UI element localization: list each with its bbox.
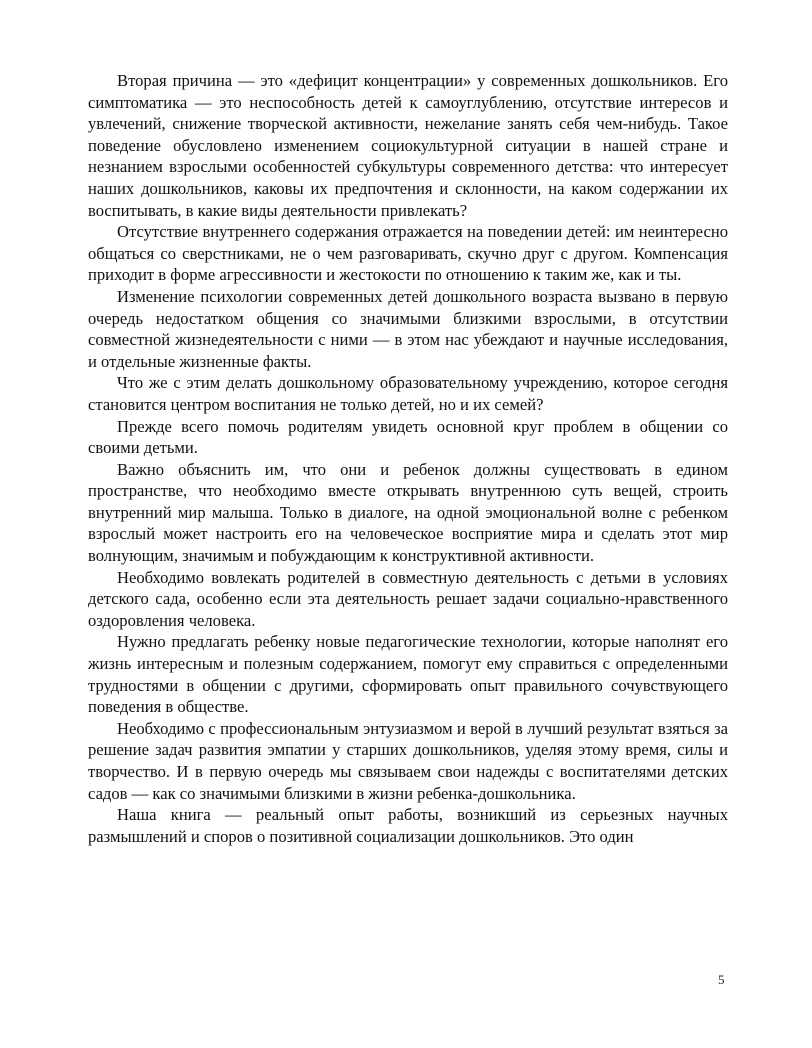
paragraph: Отсутствие внутреннего содержания отражается на поведении детей: им неинтересно общаться со сверстниками, не о чем разговаривать, скучно друг с другом. Компенсация приходит в форме агрессивности и жестокости по отношению к таким же, как и ты. bbox=[88, 222, 728, 285]
paragraph: Важно объяснить им, что они и ребенок должны существовать в едином пространстве, что необходимо вместе открывать внутреннюю суть вещей, строить внутренний мир малыша. Только в диалоге, на одной эмоциональной волне с ребенком взрослый может настроить его на человеческое восприятие мира и сделать этот мир волнующим, значимым и побуждающим к конструктивной активности. bbox=[88, 459, 728, 566]
paragraph: Изменение психологии современных детей дошкольного возраста вызвано в первую очередь недостатком общения со значимыми близкими взрослыми, в отсутствии совместной жизнедеятельности с ними — в этом нас убеждают и научные исследования, и отдельные жизненные факты. bbox=[88, 286, 728, 371]
body-text bbox=[88, 70, 728, 847]
paragraph: Необходимо вовлекать родителей в совместную деятельность с детьми в условиях детского сада, особенно если эта деятельность решает задачи социально-нравственного оздоровления человека. bbox=[88, 567, 728, 630]
paragraph: Прежде всего помочь родителям увидеть основной круг проблем в общении со своими детьми. bbox=[88, 416, 728, 458]
paragraph: Необходимо с профессиональным энтузиазмом и верой в лучший результат взяться за решение задач развития эмпатии у старших дошкольников, уделяя этому время, силы и творчество. И в первую очередь мы связываем свои надежды с воспитателями детских садов — как со значимыми близкими в жизни ребенка-дошкольника. bbox=[88, 718, 728, 803]
paragraph: Что же с этим делать дошкольному образовательному учреждению, которое сегодня становится центром воспитания не только детей, но и их семей? bbox=[88, 373, 728, 414]
paragraph: Наша книга — реальный опыт работы, возникший из серьезных научных размышлений и споров о позитивной социализации дошкольников. Это один bbox=[88, 805, 728, 846]
paragraph: Нужно предлагать ребенку новые педагогические технологии, которые наполнят его жизнь интересным и полезным содержанием, помогут ему справиться с определенными трудностями в общении с другими, сформировать опыт правильного сочувствующего поведения в обществе. bbox=[88, 632, 728, 717]
paragraph: Вторая причина — это «дефицит концентрации» у современных дошкольников. Его симптоматика — это неспособность детей к самоуглублению, отсутствие интересов и увлечений, снижение творческой активности, нежелание занять себя чем-нибудь. Такое поведение обусловлено изменением социокультурной ситуации в нашей стране и незнанием взрослыми особенностей субкультуры современного детства: что интересует наших дошкольников, каковы их предпочтения и склонности, на каком содержании их воспитывать, в какие виды деятельности привлекать? bbox=[88, 71, 728, 220]
page-number: 5 bbox=[718, 972, 725, 987]
